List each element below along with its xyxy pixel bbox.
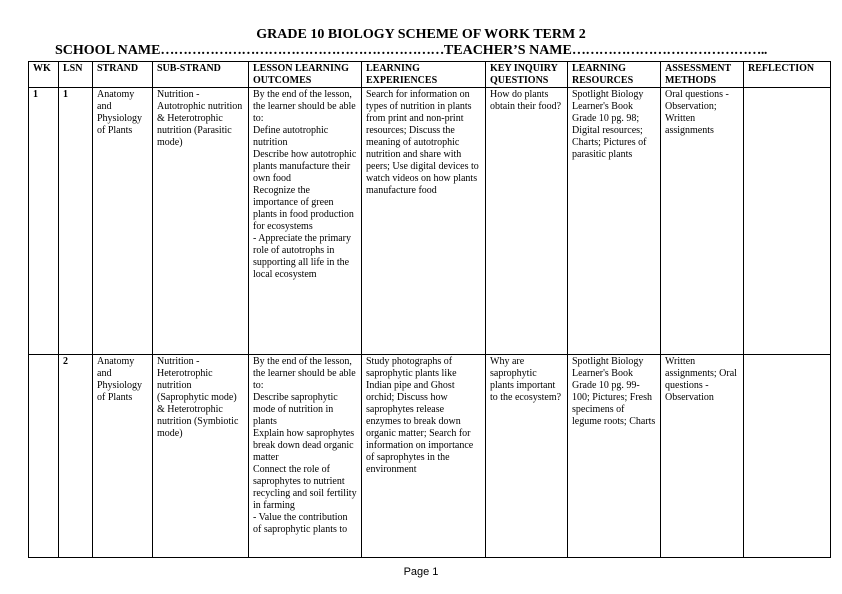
learning-experiences-cell: Study photographs of saprophytic plants like Indian pipe and Ghost orchid; Discuss how saprophytes release enzymes to break down organic matter; Search for information on importance of saprophytes in the environment [362,355,486,558]
week-cell: 1 [29,88,59,355]
header-strand: STRAND [93,62,153,88]
reflection-cell [744,88,831,355]
table-header-row [29,62,831,88]
learning-resources-cell: Spotlight Biology Learner's Book Grade 10 pg. 99-100; Pictures; Fresh specimens of legume roots; Charts [568,355,661,558]
learning-resources-cell: Spotlight Biology Learner's Book Grade 10 pg. 98; Digital resources; Charts; Pictures of parasitic plants [568,88,661,355]
outcome-line: By the end of the lesson, the learner should be able to: [253,89,356,124]
key-inquiry-question-cell: Why are saprophytic plants important to the ecosystem? [486,355,568,558]
header-wk: WK [29,62,59,88]
week-cell [29,355,59,558]
sub-strand-cell: Nutrition - Autotrophic nutrition & Heterotrophic nutrition (Parasitic mode) [153,88,249,355]
document-title: GRADE 10 BIOLOGY SCHEME OF WORK TERM 2 [256,27,586,42]
sub-strand-cell: Nutrition - Heterotrophic nutrition (Saprophytic mode) & Heterotrophic nutrition (Symbiotic mode) [153,355,249,558]
outcome-line: Connect the role of saprophytes to nutrient recycling and soil fertility in farming [253,464,357,511]
learning-experiences-cell: Search for information on types of nutrition in plants from print and non-print resources; Discuss the meaning of autotrophic nutrition and share with peers; Use digital devices to watch videos on how plants manufacture food [362,88,486,355]
header-learning-resources: LEARNING RESOURCES [568,62,661,88]
teacher-name-label: TEACHER’S NAME [443,43,572,58]
outcome-line: By the end of the lesson, the learner should be able to: [253,356,356,391]
page-number: Page 1 [403,566,439,578]
school-name-blank: ……………………………………………………… [160,43,444,58]
strand-cell: Anatomy and Physiology of Plants [93,355,153,558]
header-sub-strand: SUB-STRAND [153,62,249,88]
header-key-inquiry-questions: KEY INQUIRY QUESTIONS [486,62,568,88]
header-lsn: LSN [59,62,93,88]
assessment-methods-cell: Written assignments; Oral questions - Observation [661,355,744,558]
learning-outcomes-cell [249,355,362,558]
reflection-cell [744,355,831,558]
strand-cell: Anatomy and Physiology of Plants [93,88,153,355]
teacher-name-blank: …………………………………….. [571,43,767,58]
table-row [29,88,831,355]
assessment-methods-cell: Oral questions - Observation; Written assignments [661,88,744,355]
outcome-line: Explain how saprophytes break down dead organic matter [253,428,355,463]
outcome-line: Describe saprophytic mode of nutrition in plants [253,392,338,427]
outcome-line: - Value the contribution of saprophytic plants to [253,512,348,535]
school-teacher-line [55,43,767,59]
outcome-line: Recognize the importance of green plants in food production for ecosystems [253,185,354,232]
header-learning-outcomes: LESSON LEARNING OUTCOMES [249,62,362,88]
key-inquiry-question-cell: How do plants obtain their food? [486,88,568,355]
scheme-of-work-table [28,61,831,558]
school-name-label: SCHOOL NAME [55,43,161,58]
lesson-cell: 2 [59,355,93,558]
lesson-cell: 1 [59,88,93,355]
outcome-line: Describe how autotrophic plants manufacture their own food [253,149,357,184]
table-row [29,355,831,558]
header-reflection: REFLECTION [744,62,831,88]
outcome-line: - Appreciate the primary role of autotrophs in supporting all life in the local ecosystem [253,233,352,280]
header-assessment-methods: ASSESSMENT METHODS [661,62,744,88]
outcome-line: Define autotrophic nutrition [253,125,329,148]
header-learning-experiences: LEARNING EXPERIENCES [362,62,486,88]
learning-outcomes-cell [249,88,362,355]
